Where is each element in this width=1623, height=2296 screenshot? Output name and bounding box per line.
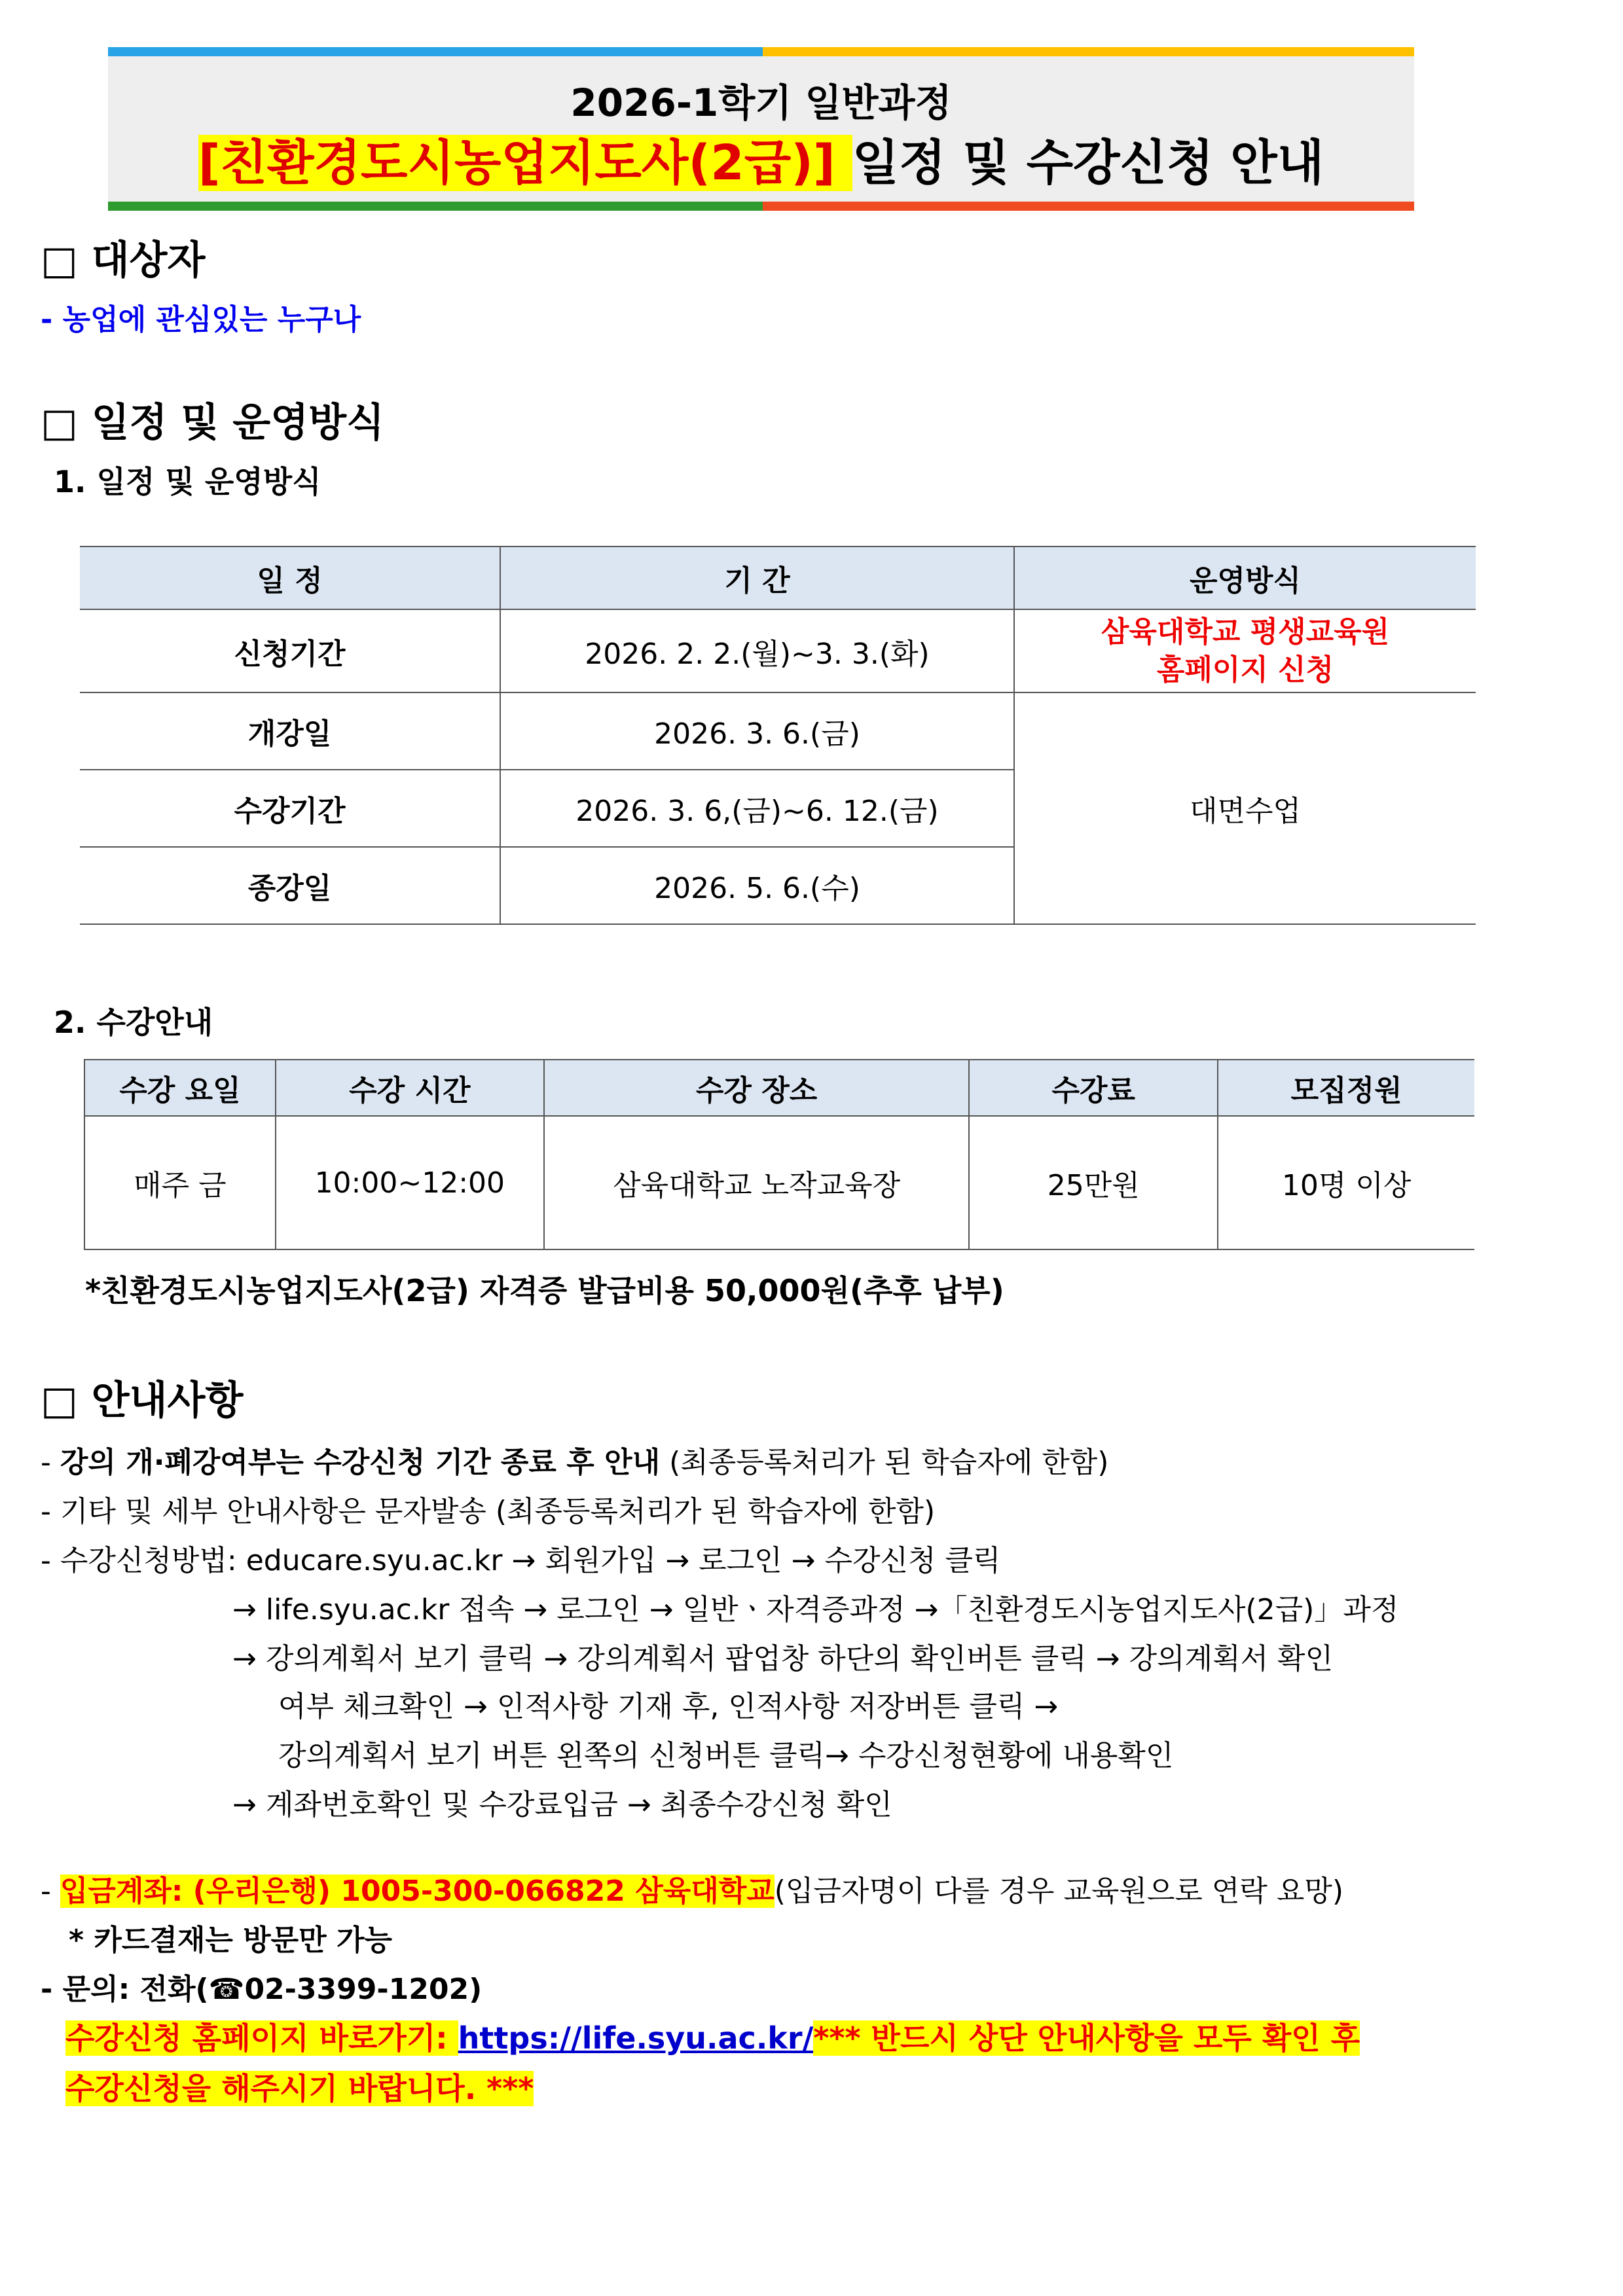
schedule-period: 2026. 2. 2.(월)~3. 3.(화) <box>500 609 1014 692</box>
banner-stripe-yellow <box>763 47 1414 56</box>
schedule-period: 2026. 3. 6,(금)~6. 12.(금) <box>500 770 1014 847</box>
method-step: 여부 체크확인 → 인적사항 기재 후, 인적사항 저장버튼 클릭 → <box>278 1690 1059 1723</box>
schedule-header-row <box>80 547 1476 609</box>
method-step: → life.syu.ac.kr 접속 → 로그인 → 일반ㆍ자격증과정 →「친환경도시농업지도사(2급)」과정 <box>232 1593 1399 1626</box>
warning-text: 수강신청을 해주시기 바랍니다. *** <box>65 2071 534 2106</box>
shortcut-line <box>65 2015 1360 2058</box>
target-item: - 농업에 관심있는 누구나 <box>41 303 361 336</box>
title-highlight: [친환경도시농업지도사(2급)] <box>198 135 852 191</box>
schedule-label: 신청기간 <box>80 609 500 692</box>
course-table <box>84 1059 1474 1250</box>
method-step: → 계좌번호확인 및 수강료입금 → 최종수강신청 확인 <box>232 1788 892 1821</box>
course-col-header: 모집정원 <box>1218 1060 1474 1116</box>
notice-contact: - 문의: 전화(☎02-3399-1202) <box>41 1973 483 2006</box>
target-heading: □ 대상자 <box>41 238 206 283</box>
schedule-heading: □ 일정 및 운영방식 <box>41 400 385 446</box>
notice-item-method: - 수강신청방법: educare.syu.ac.kr → 회원가입 → 로그인 → 수강신청 클릭 <box>41 1544 1001 1577</box>
method-apply-line1: 삼육대학교 평생교육원 <box>1101 615 1390 649</box>
course-capacity: 10명 이상 <box>1218 1116 1474 1249</box>
course-col-header: 수강 시간 <box>276 1060 544 1116</box>
schedule-period: 2026. 5. 6.(수) <box>500 847 1014 924</box>
course-col-header: 수강 장소 <box>544 1060 970 1116</box>
warning-line <box>65 2065 534 2108</box>
banner-subtitle: 2026-1학기 일반과정 <box>570 81 952 125</box>
schedule-method-class: 대면수업 <box>1014 692 1476 924</box>
schedule-col-header: 운영방식 <box>1014 547 1476 609</box>
notice-item-details: - 기타 및 세부 안내사항은 문자발송 (최종등록처리가 된 학습자에 한함) <box>41 1495 936 1528</box>
title-banner <box>108 47 1414 211</box>
table-row <box>84 1116 1474 1249</box>
notice-item-text: 수강신청방법: educare.syu.ac.kr → 회원가입 → 로그인 → 수강신청 클릭 <box>60 1544 1001 1577</box>
course-place: 삼육대학교 노작교육장 <box>544 1116 970 1249</box>
schedule-col-header: 일 정 <box>80 547 500 609</box>
course-col-header: 수강료 <box>969 1060 1218 1116</box>
page-title <box>108 124 1414 194</box>
notice-item-text: 기타 및 세부 안내사항은 문자발송 (최종등록처리가 된 학습자에 한함) <box>60 1495 936 1528</box>
notice-item-bold: 강의 개·폐강여부는 수강신청 기간 종료 후 안내 <box>60 1446 661 1479</box>
banner-stripe-orange <box>763 202 1414 211</box>
schedule-period: 2026. 3. 6.(금) <box>500 692 1014 770</box>
schedule-method-apply <box>1014 609 1476 692</box>
shortcut-label: 수강신청 홈페이지 바로가기: <box>65 2020 458 2056</box>
schedule-table <box>80 546 1476 925</box>
method-apply-line2: 홈페이지 신청 <box>1156 653 1334 687</box>
course-time: 10:00~12:00 <box>276 1116 544 1249</box>
table-row <box>80 609 1476 692</box>
schedule-label: 개강일 <box>80 692 500 770</box>
method-step: 강의계획서 보기 버튼 왼쪽의 신청버튼 클릭→ 수강신청현황에 내용확인 <box>278 1739 1174 1772</box>
banner-stripe-green <box>108 202 763 211</box>
schedule-subheading: 1. 일정 및 운영방식 <box>54 464 321 499</box>
schedule-label: 종강일 <box>80 847 500 924</box>
card-payment-note: * 카드결재는 방문만 가능 <box>69 1924 393 1957</box>
title-rest: 일정 및 수강신청 안내 <box>852 135 1324 191</box>
warning-text: *** 반드시 상단 안내사항을 모두 확인 후 <box>813 2020 1360 2056</box>
banner-stripe-blue <box>108 47 763 56</box>
notice-item-rest: (최종등록처리가 된 학습자에 한함) <box>660 1446 1109 1479</box>
course-header-row <box>84 1060 1474 1116</box>
certificate-fee-note: *친환경도시농업지도사(2급) 자격증 발급비용 50,000원(추후 납부) <box>85 1273 1004 1308</box>
notice-heading: □ 안내사항 <box>41 1378 244 1424</box>
account-number: 입금계좌: (우리은행) 1005-300-066822 삼육대학교 <box>60 1874 775 1908</box>
course-subheading: 2. 수강안내 <box>54 1005 213 1040</box>
course-fee: 25만원 <box>969 1116 1218 1249</box>
schedule-col-header: 기 간 <box>500 547 1014 609</box>
method-step: → 강의계획서 보기 클릭 → 강의계획서 팝업창 하단의 확인버튼 클릭 → 강의계획서 확인 <box>232 1642 1334 1676</box>
notice-account: - 입금계좌: (우리은행) 1005-300-066822 삼육대학교(입금자명이 다를 경우 교육원으로 연락 요망) <box>41 1874 1344 1908</box>
course-col-header: 수강 요일 <box>84 1060 276 1116</box>
notice-item-open-close: - 강의 개·폐강여부는 수강신청 기간 종료 후 안내 (최종등록처리가 된 학습자에 한함) <box>41 1446 1109 1479</box>
schedule-label: 수강기간 <box>80 770 500 847</box>
homepage-link[interactable]: https://life.syu.ac.kr/ <box>458 2020 814 2056</box>
contact-phone: 문의: 전화(☎02-3399-1202) <box>62 1973 483 2006</box>
course-day: 매주 금 <box>84 1116 276 1249</box>
table-row <box>80 692 1476 770</box>
account-note: (입금자명이 다를 경우 교육원으로 연락 요망) <box>774 1874 1344 1908</box>
